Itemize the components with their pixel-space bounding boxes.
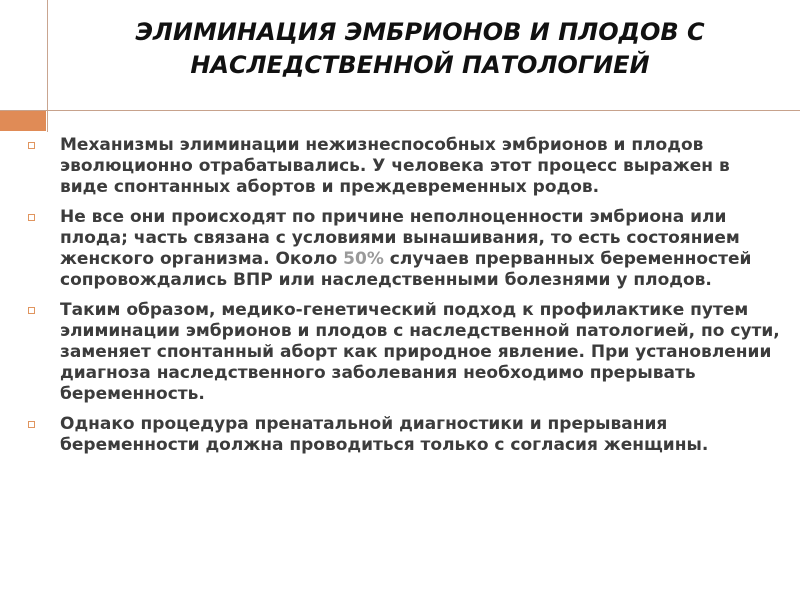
accent-block bbox=[0, 111, 46, 131]
slide-title bbox=[60, 16, 780, 82]
bullet-item-2 bbox=[28, 207, 780, 291]
bullet-square-icon bbox=[28, 421, 35, 428]
bullet-text-after: случаев прерванных беременностей сопровождались ВПР или наследственными болезнями у плодов. bbox=[60, 249, 752, 290]
bullet-square-icon bbox=[28, 307, 35, 314]
bullet-item-3 bbox=[28, 300, 780, 405]
divider-rule bbox=[0, 110, 800, 111]
bullet-square-icon bbox=[28, 214, 35, 221]
bullet-item-1 bbox=[28, 135, 780, 198]
bullet-item-4 bbox=[28, 414, 780, 456]
accent-vertical-line bbox=[47, 0, 48, 132]
bullet-text: Механизмы элиминации нежизнеспособных эмбрионов и плодов эволюционно отрабатывались. У человека этот процесс выражен в виде спонтанных абортов и преждевременных родов. bbox=[60, 135, 730, 197]
bullet-text: Однако процедура пренатальной диагностики и прерывания беременности должна проводиться только с согласия женщины. bbox=[60, 414, 709, 455]
bullet-text: Таким образом, медико-генетический подход к профилактике путем элиминации эмбрионов и плодов с наследственной патологией, по сути, заменяет спонтанный аборт как природное явление. При установлении диагноза наследственного заболевания необходимо прерывать беременность. bbox=[60, 300, 780, 404]
bullet-text-before: Не все они происходят по причине неполноценности эмбриона или плода; часть связана с условиями вынашивания, то есть состоянием женского организма. Около bbox=[60, 207, 740, 269]
slide-body bbox=[28, 135, 780, 465]
percentage-highlight: 50% bbox=[343, 249, 384, 269]
slide-title-line-2: НАСЛЕДСТВЕННОЙ ПАТОЛОГИЕЙ bbox=[190, 51, 650, 79]
bullet-square-icon bbox=[28, 142, 35, 149]
slide-title-line-1: ЭЛИМИНАЦИЯ ЭМБРИОНОВ И ПЛОДОВ С bbox=[135, 18, 705, 46]
